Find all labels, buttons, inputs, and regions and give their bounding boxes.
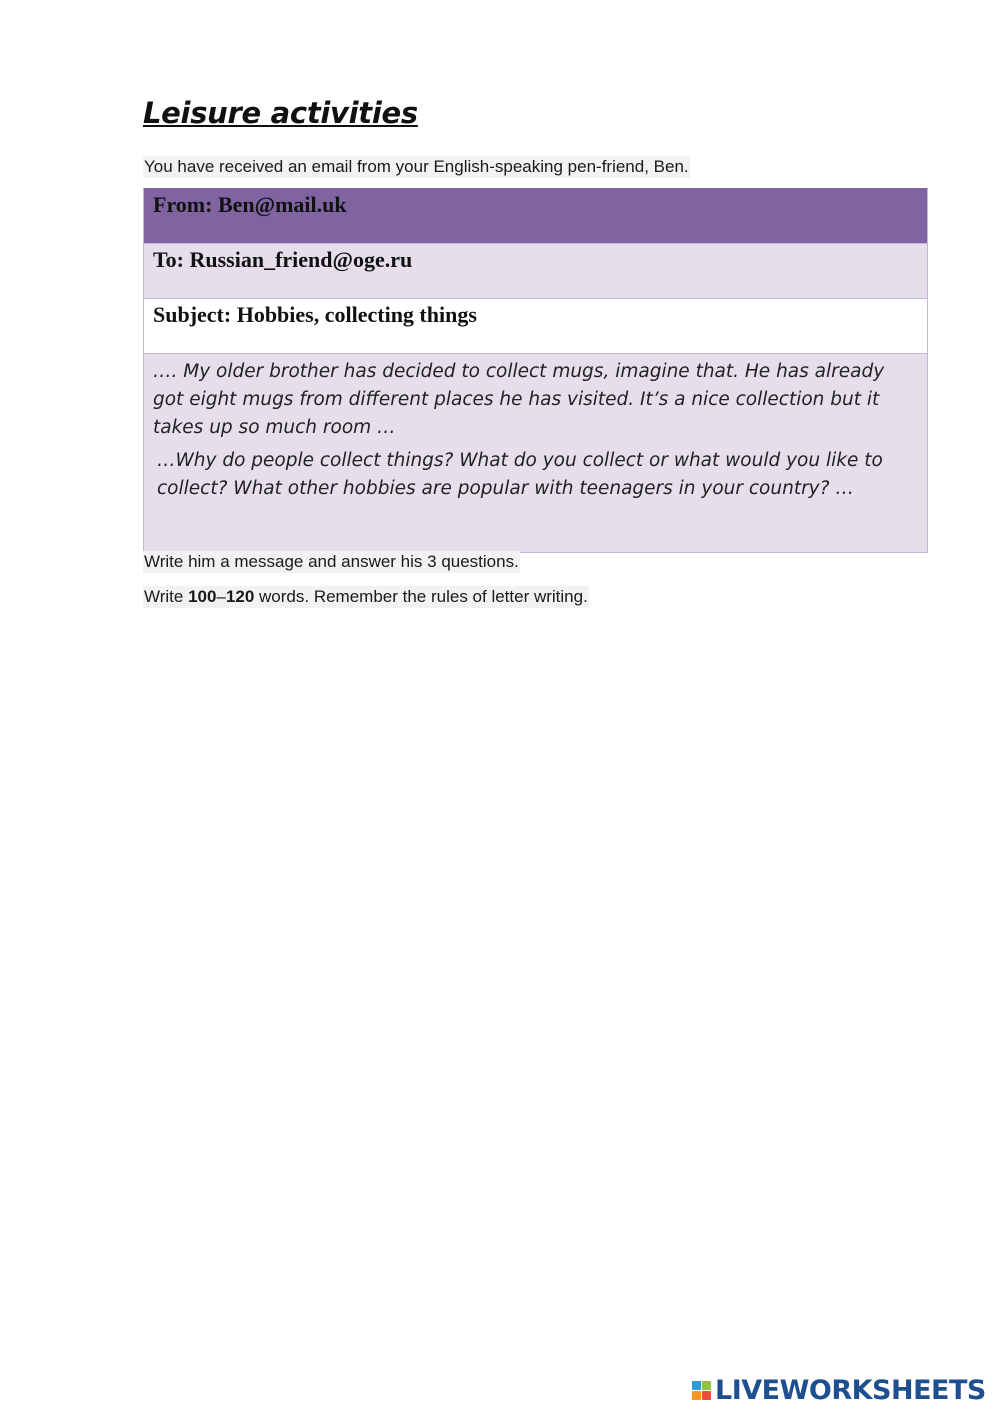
email-paragraph-2: …Why do people collect things? What do you collect or what would you like to collect? What other hobbies are popular with teenagers in your country? … bbox=[157, 450, 883, 499]
logo-square-1 bbox=[692, 1381, 701, 1390]
intro-text: You have received an email from your English-speaking pen-friend, Ben. bbox=[144, 157, 689, 176]
task-instruction: Write him a message and answer his 3 questions. bbox=[144, 552, 519, 571]
word-count-prefix: Write bbox=[144, 587, 189, 606]
logo-square-4 bbox=[702, 1391, 711, 1400]
worksheet-title: Leisure activities bbox=[143, 96, 418, 130]
email-subject: Subject: Hobbies, collecting things bbox=[143, 299, 928, 354]
word-count-suffix: words. Remember the rules of letter writing. bbox=[254, 587, 588, 606]
logo-square-3 bbox=[692, 1391, 701, 1400]
logo-square-2 bbox=[702, 1381, 711, 1390]
email-paragraph-1: …. My older brother has decided to collect mugs, imagine that. He has already got eight mugs from different places he has visited. It’s a nice collection but it takes up so much room … bbox=[153, 361, 885, 438]
email-body bbox=[143, 354, 928, 553]
email-card bbox=[143, 188, 928, 553]
word-count-dash: – bbox=[216, 587, 226, 606]
email-from: From: Ben@mail.uk bbox=[143, 188, 928, 244]
email-to: To: Russian_friend@oge.ru bbox=[143, 244, 928, 299]
word-count-instruction bbox=[143, 586, 589, 608]
word-count-max: 120 bbox=[225, 587, 255, 606]
word-count-min: 100 bbox=[188, 587, 217, 606]
liveworksheets-logo bbox=[692, 1376, 986, 1404]
logo-text: LIVEWORKSHEETS bbox=[715, 1374, 986, 1406]
liveworksheets-icon bbox=[692, 1381, 711, 1400]
